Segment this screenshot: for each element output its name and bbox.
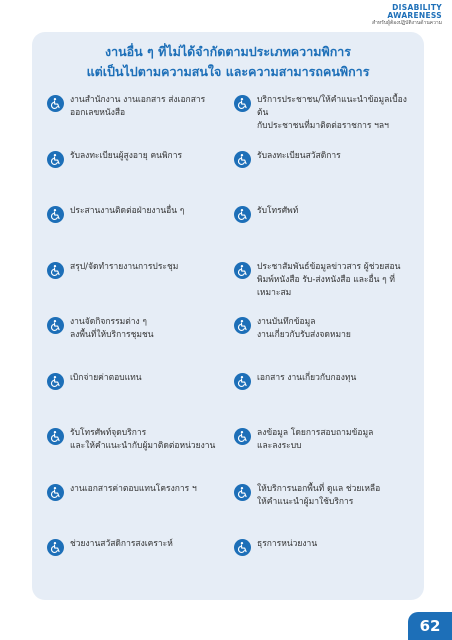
wheelchair-icon: [47, 428, 64, 445]
job-item-label: รับโทรศัพท์: [257, 206, 299, 216]
job-item-label: ช่วยงานสวัสดิการสงเคราะห์: [70, 539, 173, 549]
brand-line-3: สำหรับผู้ต้องปฏิบัติงานด้านความ: [372, 19, 442, 26]
wheelchair-icon: [234, 262, 251, 279]
job-item-label: ประชาสัมพันธ์ข้อมูลข่าวสาร ผู้ช่วยสอน พิมพ์หนังสือ รับ-ส่งหนังสือ และอื่น ๆ ที่เหมาะสม: [257, 261, 401, 298]
brand-line-1: DISABILITY: [392, 3, 442, 12]
wheelchair-icon: [234, 317, 251, 334]
job-item: [234, 316, 407, 342]
job-item-label: ลงข้อมูล โดยการสอบถามข้อมูล และลงระบบ: [257, 428, 374, 451]
job-item: [47, 316, 220, 342]
job-item-label: ประสานงานติดต่อฝ่ายงานอื่น ๆ: [70, 206, 185, 216]
wheelchair-icon: [234, 539, 251, 556]
job-item: [234, 94, 407, 133]
wheelchair-icon: [234, 151, 251, 168]
page-number: 62: [408, 612, 452, 640]
job-item-label: รับลงทะเบียนผู้สูงอายุ คนพิการ: [70, 150, 183, 161]
job-item: [234, 372, 407, 390]
brand-line-2: AWARENESS: [387, 10, 442, 20]
wheelchair-icon: [234, 95, 251, 112]
job-item-label: งานสำนักงาน งานเอกสาร ส่งเอกสาร ออกเลขหนังสือ: [70, 95, 206, 118]
job-item-label: ธุรการหน่วยงาน: [257, 539, 318, 549]
job-item-label: สรุป/จัดทำรายงานการประชุม: [70, 261, 179, 272]
wheelchair-icon: [47, 151, 64, 168]
job-item: [234, 538, 407, 556]
job-item: [47, 427, 220, 453]
content-card: [32, 32, 424, 600]
wheelchair-icon: [47, 206, 64, 223]
job-item-label: เบิกจ่ายค่าตอบแทน: [70, 372, 142, 383]
wheelchair-icon: [234, 484, 251, 501]
wheelchair-icon: [47, 539, 64, 556]
job-item-label: งานจัดกิจกรรมต่าง ๆ ลงพื้นที่ให้บริการชุมชน: [70, 317, 154, 340]
job-item: [234, 261, 407, 300]
job-item-label: ให้บริการนอกพื้นที่ ดูแล ช่วยเหลือ ให้คำแนะนำผู้มาใช้บริการ: [257, 483, 381, 507]
wheelchair-icon: [234, 206, 251, 223]
job-item: [47, 261, 220, 279]
job-item: [234, 427, 407, 453]
job-item-label: รับลงทะเบียนสวัสดิการ: [257, 150, 341, 161]
wheelchair-icon: [47, 262, 64, 279]
job-item-label: รับโทรศัพท์จุดบริการ และให้คำแนะนำกับผู้มาติดต่อหน่วยงาน: [70, 428, 216, 451]
wheelchair-icon: [47, 317, 64, 334]
job-item: [47, 372, 220, 390]
title-line-1: งานอื่น ๆ ที่ไม่ได้จำกัดตามประเภทความพิการ: [104, 44, 351, 59]
wheelchair-icon: [47, 373, 64, 390]
job-item-label: งานเอกสารค่าตอบแทนโครงการ ฯ: [70, 483, 197, 494]
wheelchair-icon: [234, 428, 251, 445]
wheelchair-icon: [47, 484, 64, 501]
wheelchair-icon: [234, 373, 251, 390]
job-item: [234, 483, 407, 509]
job-item: [47, 94, 220, 120]
wheelchair-icon: [47, 95, 64, 112]
job-item: [47, 150, 220, 168]
job-item-label: งานบันทึกข้อมูล งานเกี่ยวกับรับส่งจดหมาย: [257, 317, 351, 340]
brand-logo: [372, 4, 442, 26]
job-item: [234, 205, 407, 223]
job-item: [47, 205, 220, 223]
job-item: [47, 483, 220, 501]
job-item: [234, 150, 407, 168]
job-item-label: เอกสาร งานเกี่ยวกับกองทุน: [257, 372, 357, 383]
title-line-2: แต่เป็นไปตามความสนใจ และความสามารถคนพิการ: [86, 64, 370, 79]
job-item-label: บริการประชาชน/ให้คำแนะนำข้อมูลเบื้องต้น กับประชาชนที่มาติดต่อราชการ ฯลฯ: [257, 95, 407, 131]
page-title: [32, 42, 424, 82]
job-item: [47, 538, 220, 556]
